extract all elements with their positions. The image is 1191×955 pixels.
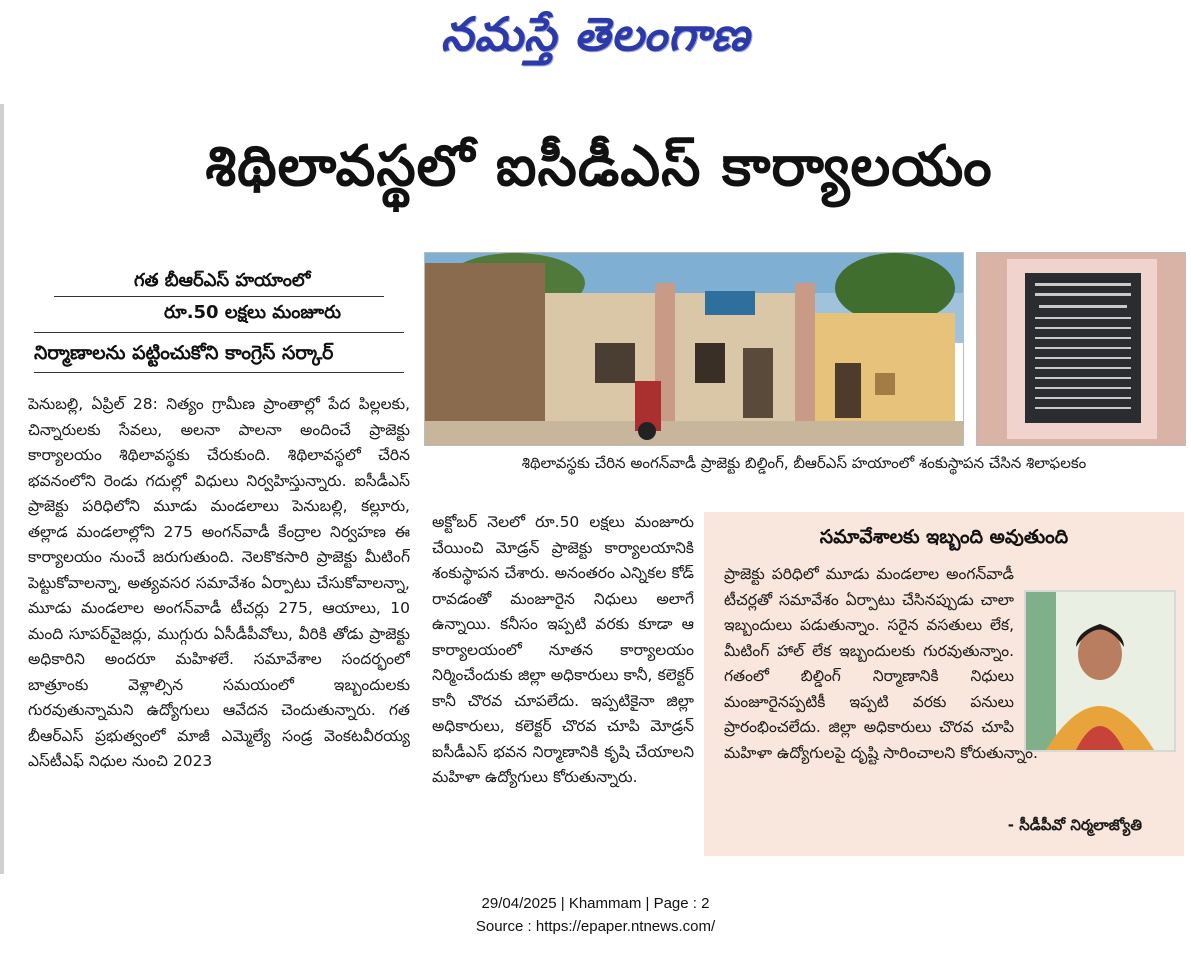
page-edge-stripe <box>0 104 4 874</box>
article-body-column-1: పెనుబల్లి, ఏప్రిల్ 28: నిత్యం గ్రామీణ ప్రాంతాల్లో పేద పిల్లలకు, చిన్నారులకు సేవలు, అలనా పాలనా అందించే ప్రాజెక్టు కార్యాలయం శిథిలావస్థకు చేరుకుంది. శిథిలావస్థలో చేరిన భవనంలోని రెండు గదుల్లో విధులు నిర్వహిస్తున్నారు. ఐసీడీఎస్ ప్రాజెక్టు పరిధిలోని మూడు మండలాలు పెనుబల్లి, కల్లూరు, తల్లాడ మండలాల్లోని 275 అంగన్‌వాడీ కేంద్రాల నిర్వహణ ఈ కార్యాలయం నుంచే జరుగుతుంది. నెలకొకసారి ప్రాజెక్టు మీటింగ్ పెట్టుకోవాలన్నా, అత్యవసర సమావేశం ఏర్పాటు చేసుకోవాలన్నా, మూడు మండలాల అంగన్‌వాడీ టీచర్లు 275, ఆయాలు, 10 మంది సూపర్‌వైజర్లు, ముగ్గురు ఏసీడీపీవోలు, వీరికి తోడు ప్రాజెక్టు అధికారిని అందరూ మహిళలే. సమావేశాల సందర్భంలో బాత్రూంకు వెళ్లాల్సిన సమయంలో ఇబ్బందులకు గురవుతున్నామని ఉద్యోగులు ఆవేదన చెందుతున్నారు. గత బీఆర్ఎస్ ప్రభుత్వంలో మాజీ ఎమ్మెల్యే సండ్ర వెంకటవీరయ్య ఎస్‌టీఎఫ్ నిధుల నుంచి 2023 <box>28 395 410 770</box>
footer-source: Source : https://epaper.ntnews.com/ <box>475 918 716 935</box>
news-clipping <box>14 104 1184 874</box>
masthead-title: నమస్తే తెలంగాణ <box>440 7 751 61</box>
article-body-column-2: అక్టోబర్ నెలలో రూ.50 లక్షలు మంజూరు చేయించి మోడ్రన్ ప్రాజెక్టు కార్యాలయానికి శంకుస్థాపన చేశారు. అనంతరం ఎన్నికల కోడ్ రావడంతో మంజూరైన నిధులు అలాగే ఉన్నాయి. కనీసం ఇప్పటి వరకు కూడా ఆ కార్యాలయంలో నూతన కార్యాలయం నిర్మించేందుకు జిల్లా అధికారులు కానీ, కలెక్టర్ కానీ చొరవ చూపలేదు. ఇప్పటికైనా జిల్లా అధికారులు, కలెక్టర్ చొరవ చూపి మోడ్రన్ ఐసీడీఎస్ భవన నిర్మాణానికి కృషి చేయాలని మహిళా ఉద్యోగులు కోరుతున్నారు. <box>432 513 694 786</box>
page-footer <box>0 892 1191 938</box>
boxout-text <box>724 562 1174 812</box>
deck-divider <box>34 372 404 373</box>
boxout-quote: ప్రాజెక్టు పరిధిలో మూడు మండలాల అంగన్‌వాడీ టీచర్లతో సమావేశం ఏర్పాటు చేసినప్పుడు చాలా ఇబ్బందులు పడుతున్నాం. సరైన వసతులు లేక, మీటింగ్ హాల్ లేక ఇబ్బందులకు గురవుతున్నాం. గతంలో బిల్డింగ్ నిర్మాణానికి నిధులు మంజూరైనప్పటికీ ఇప్పటి వరకు పనులు ప్రారంభించలేదు. జిల్లా అధికారులు చొరవ చూపి మహిళా ఉద్యోగులపై దృష్టి సారించాలని కోరుతున్నాం. <box>724 565 1038 762</box>
deck-line-3: నిర్మాణాలను పట్టించుకోని కాంగ్రెస్ సర్కార్ <box>34 342 334 364</box>
foundation-plaque-photo <box>976 252 1186 446</box>
footer-edition-info: 29/04/2025 | Khammam | Page : 2 <box>481 895 710 912</box>
photo-caption: శిథిలావస్థకు చేరిన అంగన్‌వాడీ ప్రాజెక్టు బిల్డింగ్, బీఆర్ఎస్ హయాంలో శంకుస్థాపన చేసిన శిలాఫలకం <box>521 454 1087 472</box>
deck-divider <box>54 296 384 297</box>
deck-line-1: గత బీఆర్ఎస్ హయాంలో <box>134 270 311 291</box>
building-photo <box>424 252 964 446</box>
quote-boxout <box>704 512 1184 856</box>
deck-divider <box>34 332 404 333</box>
boxout-signature: - సీడీపీవో నిర్మలాజ్యోతి <box>1007 816 1142 834</box>
deck-line-2: రూ.50 లక్షలు మంజూరు <box>164 302 341 323</box>
newspaper-masthead <box>0 0 1191 80</box>
article-headline: శిథిలావస్థలో ఐసీడీఎస్ కార్యాలయం <box>205 134 993 199</box>
boxout-title: సమావేశాలకు ఇబ్బంది అవుతుంది <box>819 526 1069 548</box>
